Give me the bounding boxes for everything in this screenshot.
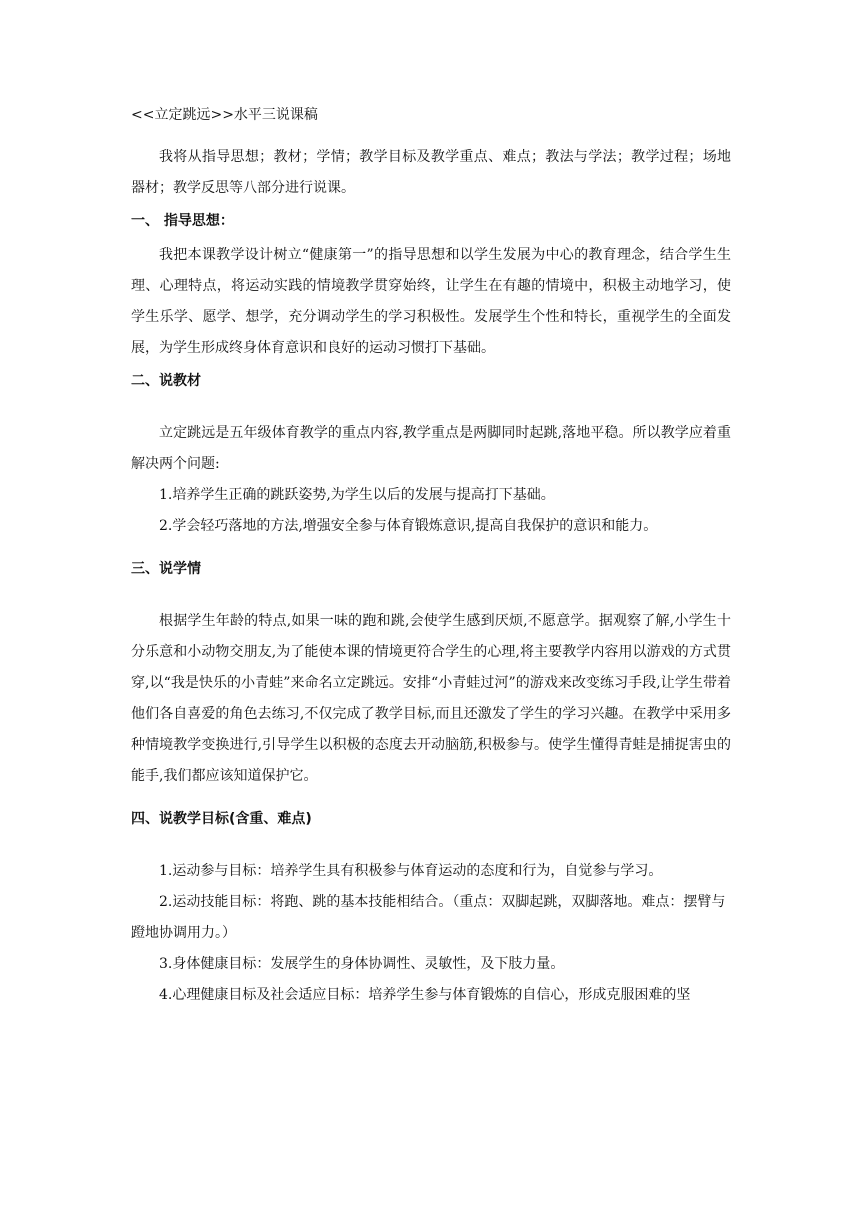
section-student-situation <box>131 556 731 792</box>
section-paragraph: 我把本课教学设计树立“健康第一”的指导思想和以学生发展为中心的教育理念，结合学生生理、心理特点，将运动实践的情境教学贯穿始终，让学生在有趣的情境中，积极主动地学习，使学生乐学、愿学、想学，充分调动学生的学习积极性。发展学生个性和特长，重视学生的全面发展，为学生形成终身体育意识和良好的运动习惯打下基础。 <box>131 247 731 356</box>
section-paragraph: 根据学生年龄的特点,如果一味的跑和跳,会使学生感到厌烦,不愿意学。据观察了解,小学生十分乐意和小动物交朋友,为了能使本课的情境更符合学生的心理,将主要教学内容用以游戏的方式贯穿,以“我是快乐的小青蛙”来命名立定跳远。安排“小青蛙过河”的游戏来改变练习手段,让学生带着他们各自喜爱的角色去练习,不仅完成了教学目标,而且还激发了学生的学习兴趣。在教学中采用多种情境教学变换进行,引导学生以积极的态度去开动脑筋,积极参与。使学生懂得青蛙是捕捉害虫的能手,我们都应该知道保护它。 <box>131 613 731 784</box>
section-heading: 四、说教学目标(含重、难点) <box>131 811 312 827</box>
section-guiding-thought <box>131 208 731 364</box>
document-title: <<立定跳远>>水平三说课稿 <box>131 107 318 123</box>
intro-paragraph: 我将从指导思想；教材；学情；教学目标及教学重点、难点；教法与学法；教学过程；场地器材；教学反思等八部分进行说课。 <box>131 149 731 196</box>
list-item: 1.运动参与目标：培养学生具有积极参与体育运动的态度和行为，自觉参与学习。 <box>159 863 663 879</box>
document-body <box>131 102 731 1011</box>
list-item: 2.运动技能目标：将跑、跳的基本技能相结合。（重点：双脚起跳，双脚落地。难点：摆臂与蹬地协调用力。） <box>131 894 726 941</box>
section-teaching-material <box>131 368 731 542</box>
list-item: 2.学会轻巧落地的方法,增强安全参与体育锻炼意识,提高自我保护的意识和能力。 <box>159 518 658 534</box>
section-heading: 二、说教材 <box>131 373 201 389</box>
section-paragraph: 立定跳远是五年级体育教学的重点内容,教学重点是两脚同时起跳,落地平稳。所以教学应着重解决两个问题: <box>131 425 731 472</box>
list-item: 3.身体健康目标：发展学生的身体协调性、灵敏性，及下肢力量。 <box>159 956 565 972</box>
section-teaching-objectives <box>131 806 731 1011</box>
list-item: 1.培养学生正确的跳跃姿势,为学生以后的发展与提高打下基础。 <box>159 487 555 503</box>
section-heading: 三、说学情 <box>131 561 201 577</box>
list-item: 4.心理健康目标及社会适应目标：培养学生参与体育锻炼的自信心，形成克服困难的坚 <box>159 987 691 1003</box>
section-heading: 一、 指导思想： <box>131 213 234 229</box>
